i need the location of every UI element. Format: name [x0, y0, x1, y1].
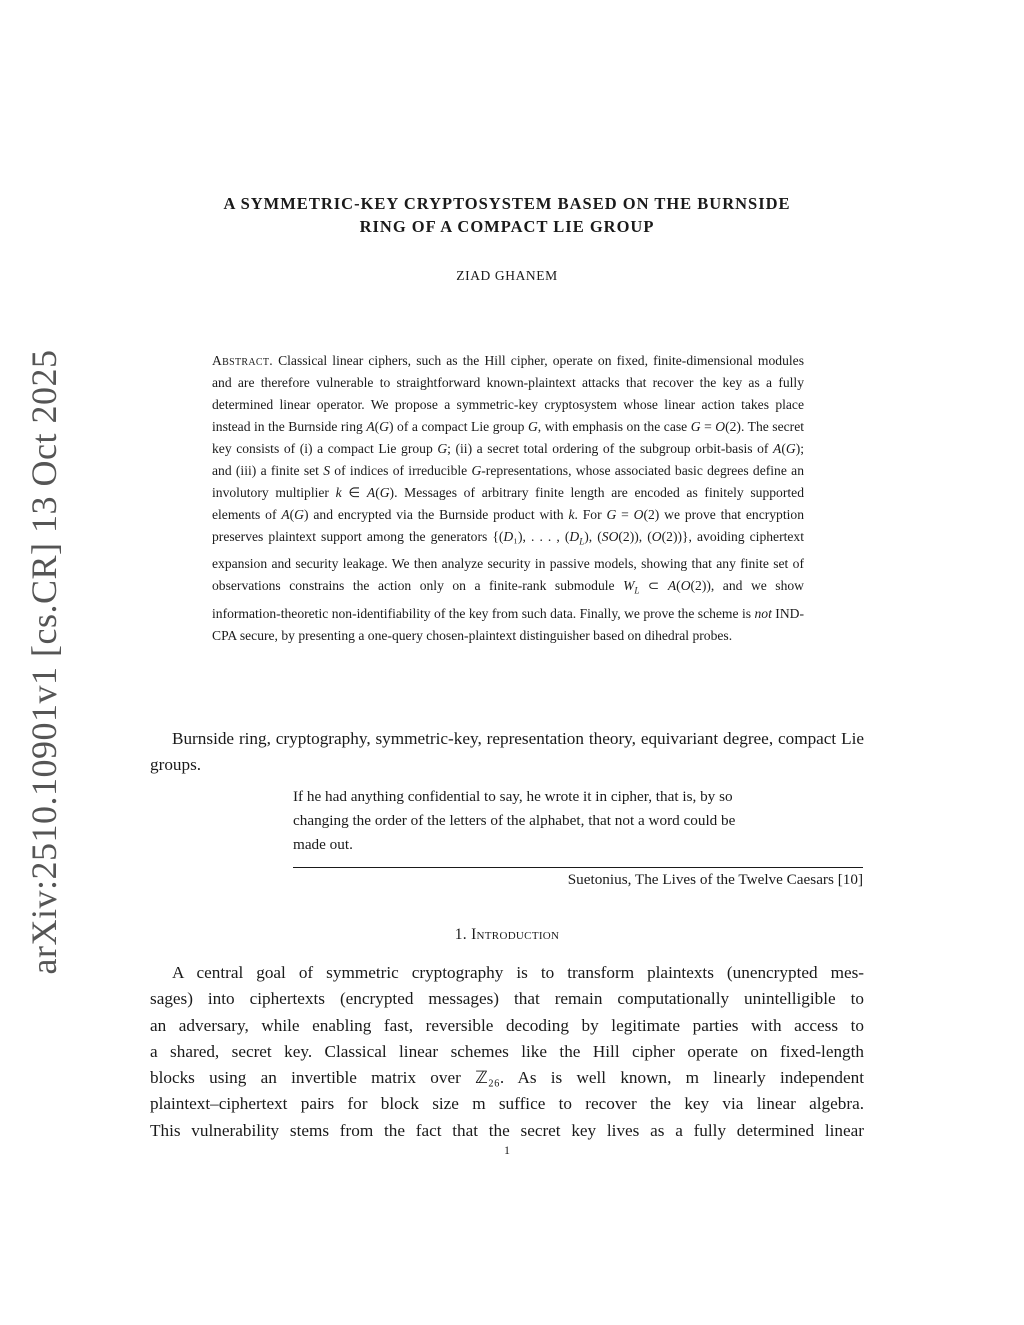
section-title: 1. Introduction — [454, 926, 560, 943]
page-number: 1 — [504, 1143, 510, 1157]
epigraph-quote — [293, 785, 863, 857]
author-name: ZIAD GHANEM — [456, 268, 558, 283]
title-line-2: RING OF A COMPACT LIE GROUP — [359, 217, 655, 236]
arxiv-identifier: arXiv:2510.10901v1 [cs.CR] 13 Oct 2025 — [24, 349, 64, 975]
paper-title — [150, 192, 864, 238]
intro-line-6: plaintext–ciphertext pairs for block size m suffice to recover the key via linear algebra. — [150, 1094, 864, 1114]
intro-line-2: sages) into ciphertexts (encrypted messages) that remain computationally unintelligible to — [150, 989, 864, 1009]
abstract: Abstract. Classical linear ciphers, such as the Hill cipher, operate on fixed, finite-dimensional modules and are therefore vulnerable to straightforward known-plaintext attacks that recover the key as a fully determined linear operator. We propose a symmetric-key cryptosystem whose linear action takes place instead in the Burnside ring A(G) of a compact Lie group G, with emphasis on the case G = O(2). The secret key consists of (i) a compact Lie group G; (ii) a secret total ordering of the subgroup orbit-basis of A(G); and (iii) a finite set S of indices of irreducible G-representations, whose associated basic degrees define an involutory multiplier k ∈ A(G). Messages of arbitrary finite length are encoded as finitely supported elements of A(G) and encrypted via the Burnside product with k. For G = O(2) we prove that encryption preserves plaintext support among the generators {(D₁), . . . , $(D_L)$, (SO(2)), (O(2))}, avoiding ciphertext expansion and security leakage. We then analyze security in passive models, showing that any finite set of observations constrains the action only on a finite-rank submodule $W_L$ ⊂ A(O(2)), and we show information-theoretic non-identifiability of the key from such data. Finally, we prove the scheme is not IND-CPA secure, by presenting a one-query chosen-plaintext distinguisher based on dihedral probes. — [212, 353, 805, 643]
epigraph-line-2: changing the order of the letters of the alphabet, that not a word could be — [293, 812, 736, 829]
epigraph-source: Suetonius, The Lives of the Twelve Caesars [10] — [567, 871, 863, 888]
epigraph-line-1: If he had anything confidential to say, he wrote it in cipher, that is, by so — [293, 788, 733, 805]
intro-line-3: an adversary, while enabling fast, reversible decoding by legitimate parties with access to — [150, 1015, 864, 1035]
introduction-paragraph — [150, 960, 864, 1144]
title-line-1: A SYMMETRIC-KEY CRYPTOSYSTEM BASED ON THE BURNSIDE — [223, 194, 791, 213]
epigraph-line-3: made out. — [293, 836, 353, 853]
abstract-label: Abstract. — [212, 353, 273, 368]
intro-line-7: This vulnerability stems from the fact that the secret key lives as a fully determined linear — [150, 1120, 864, 1140]
section-heading — [150, 926, 864, 944]
keywords: Burnside ring, cryptography, symmetric-key, representation theory, equivariant degree, compact Lie groups. — [150, 729, 864, 774]
intro-line-4: a shared, secret key. Classical linear schemes like the Hill cipher operate on fixed-length — [150, 1041, 864, 1061]
intro-line-5: blocks using an invertible matrix over ℤ₂₆. As is well known, m linearly independent — [150, 1068, 864, 1088]
epigraph-divider — [293, 867, 863, 868]
intro-line-1: A central goal of symmetric cryptography is to transform plaintexts (unencrypted mes- — [172, 963, 864, 982]
